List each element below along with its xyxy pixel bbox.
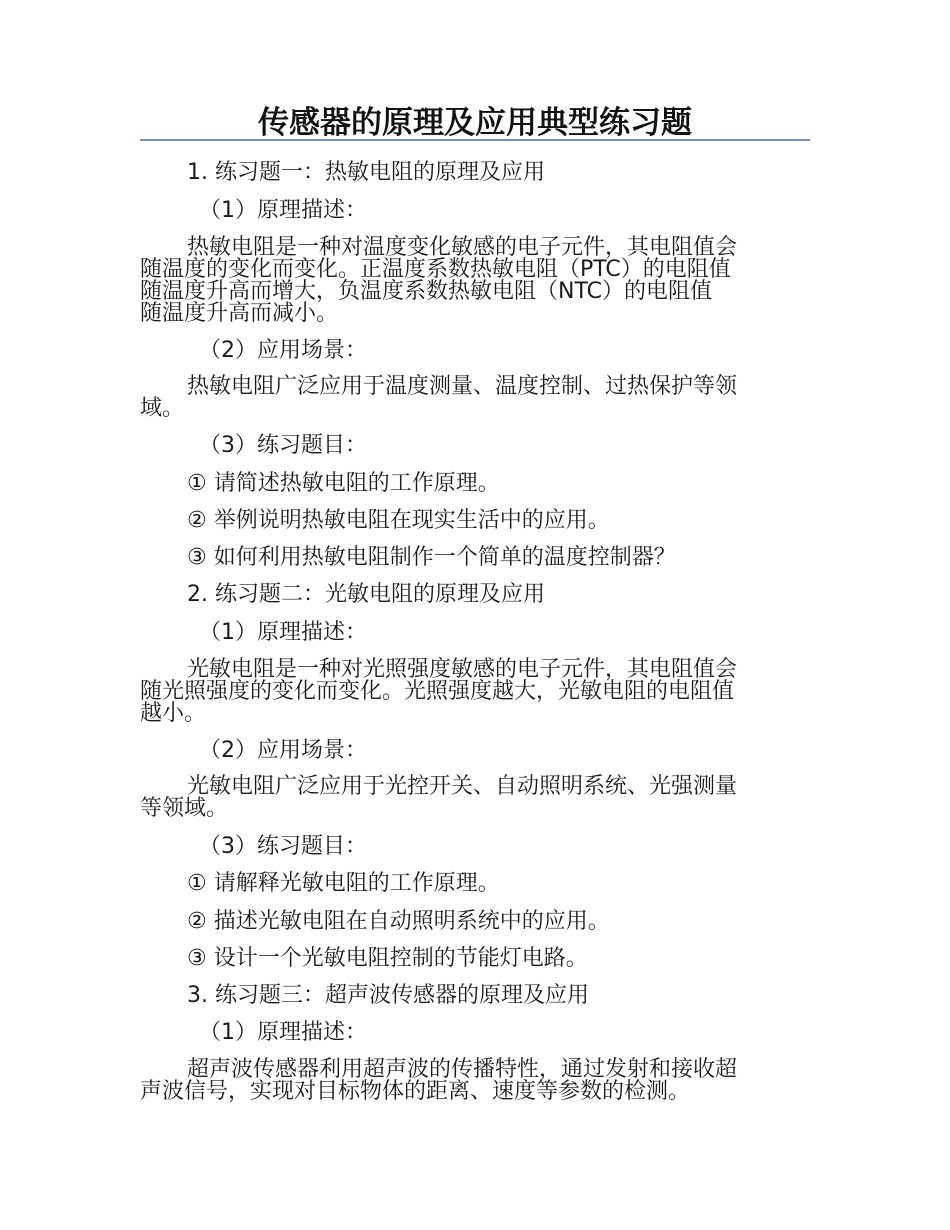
paragraph-line: 等领域。: [140, 796, 229, 821]
paragraph-line: 超声波传感器利用超声波的传播特性，通过发射和接收超: [187, 1057, 738, 1082]
paragraph: [140, 237, 815, 325]
subheading: （1）原理描述：: [199, 620, 367, 645]
subheading: （1）原理描述：: [199, 1020, 367, 1045]
paragraph: [140, 776, 815, 820]
question-item: ③ 设计一个光敏电阻控制的节能灯电路。: [187, 946, 588, 971]
section-heading: 1. 练习题一：热敏电阻的原理及应用: [187, 160, 545, 185]
question-item: ② 举例说明热敏电阻在现实生活中的应用。: [187, 508, 610, 533]
question-item: ② 描述光敏电阻在自动照明系统中的应用。: [187, 909, 610, 934]
question-item: ① 请简述热敏电阻的工作原理。: [187, 471, 500, 496]
section-heading: 2. 练习题二：光敏电阻的原理及应用: [187, 582, 545, 607]
subheading: （1）原理描述：: [199, 198, 367, 223]
paragraph-line: 热敏电阻广泛应用于温度测量、温度控制、过热保护等领: [187, 374, 738, 399]
paragraph-line: 热敏电阻是一种对温度变化敏感的电子元件，其电阻值会: [187, 235, 738, 260]
question-item: ③ 如何利用热敏电阻制作一个简单的温度控制器？: [187, 545, 676, 570]
section-heading: 3. 练习题三：超声波传感器的原理及应用: [187, 983, 589, 1008]
paragraph-line: 域。: [140, 396, 185, 421]
subheading: （2）应用场景：: [199, 338, 367, 363]
paragraph-line: 光敏电阻广泛应用于光控开关、自动照明系统、光强测量: [187, 774, 738, 799]
paragraph-line: 随温度升高而增大，负温度系数热敏电阻（NTC）的电阻值: [140, 279, 712, 304]
paragraph: [140, 1059, 815, 1103]
paragraph: [140, 376, 815, 420]
paragraph-line: 声波信号，实现对目标物体的距离、速度等参数的检测。: [140, 1079, 691, 1104]
page-title: 传感器的原理及应用典型练习题: [258, 105, 692, 141]
subheading: （3）练习题目：: [199, 433, 367, 458]
paragraph-line: 随温度升高而减小。: [140, 301, 339, 326]
paragraph-line: 光敏电阻是一种对光照强度敏感的电子元件，其电阻值会: [187, 657, 738, 682]
question-item: ① 请解释光敏电阻的工作原理。: [187, 871, 500, 896]
title-underline: [140, 139, 810, 141]
paragraph-line: 随温度的变化而变化。正温度系数热敏电阻（PTC）的电阻值: [140, 257, 731, 282]
paragraph: [140, 659, 815, 725]
subheading: （3）练习题目：: [199, 834, 367, 859]
paragraph-line: 越小。: [140, 701, 207, 726]
subheading: （2）应用场景：: [199, 738, 367, 763]
paragraph-line: 随光照强度的变化而变化。光照强度越大，光敏电阻的电阻值: [140, 679, 735, 704]
